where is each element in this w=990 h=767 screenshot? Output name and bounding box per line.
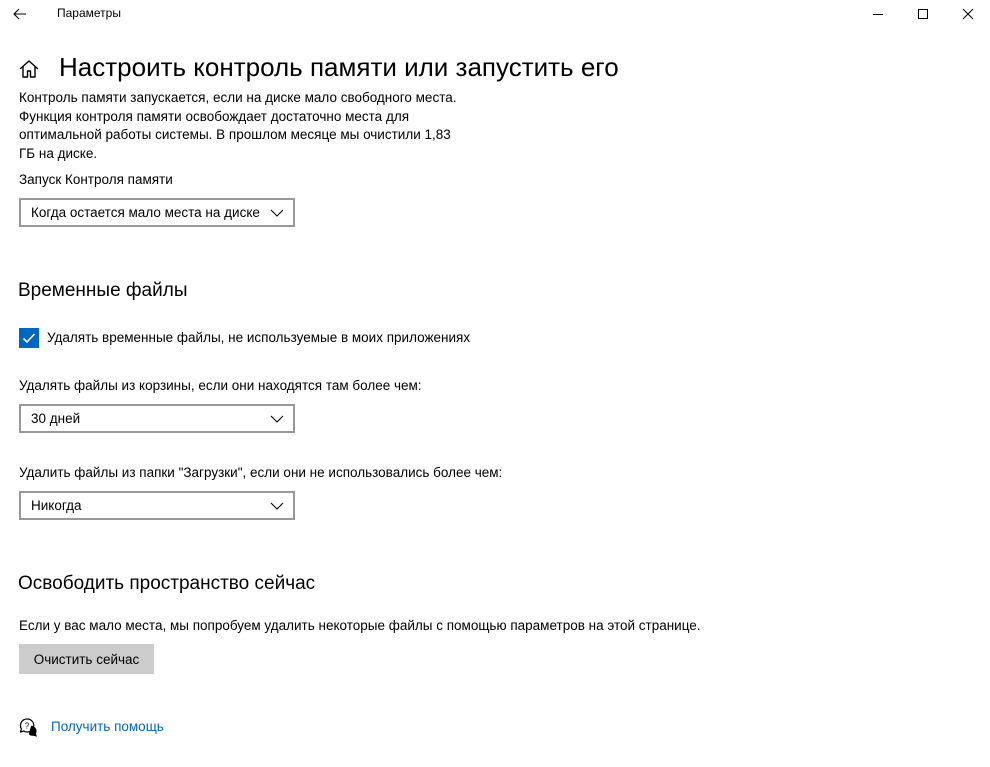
close-icon (962, 8, 974, 20)
description-line: оптимальной работы системы. В прошлом месяце мы очистили 1,83 (19, 127, 451, 143)
back-arrow-icon (13, 8, 27, 20)
run-storage-sense-dropdown[interactable] (19, 198, 295, 227)
free-space-description: Если у вас мало места, мы попробуем удалить некоторые файлы с помощью параметров на этой странице. (19, 618, 701, 633)
maximize-icon (917, 8, 929, 20)
window-title: Параметры (57, 6, 121, 20)
description-line: ГБ на диске. (19, 146, 98, 162)
minimize-icon (872, 8, 884, 20)
back-button[interactable] (0, 0, 40, 28)
get-help-link[interactable]: Получить помощь (51, 719, 164, 734)
recycle-bin-label: Удалять файлы из корзины, если они находятся там более чем: (19, 378, 422, 393)
delete-temp-files-checkbox[interactable] (19, 328, 39, 348)
checkmark-icon (21, 330, 37, 346)
page-title: Настроить контроль памяти или запустить его (59, 52, 619, 82)
dropdown-value: Никогда (31, 498, 82, 513)
home-icon (18, 58, 40, 80)
storage-sense-description (19, 89, 479, 164)
downloads-label: Удалить файлы из папки "Загрузки", если они не использовались более чем: (19, 465, 503, 480)
chevron-down-icon (270, 414, 284, 424)
minimize-button[interactable] (855, 0, 901, 28)
dropdown-value: Когда остается мало места на диске (31, 205, 260, 220)
description-line: Контроль памяти запускается, если на диске мало свободного места. (19, 90, 457, 105)
clean-now-button[interactable]: Очистить сейчас (19, 644, 154, 674)
description-line: Функция контроля памяти освобождает достаточно места для (19, 108, 410, 124)
run-storage-sense-label: Запуск Контроля памяти (19, 172, 173, 187)
help-chat-icon (18, 717, 38, 737)
home-button[interactable] (18, 58, 40, 80)
temp-files-heading: Временные файлы (18, 280, 188, 301)
maximize-button[interactable] (900, 0, 946, 28)
help-icon-wrap (18, 717, 38, 737)
downloads-dropdown[interactable] (19, 491, 295, 520)
chevron-down-icon (270, 501, 284, 511)
recycle-bin-dropdown[interactable] (19, 404, 295, 433)
chevron-down-icon (270, 208, 284, 218)
dropdown-value: 30 дней (31, 411, 81, 426)
free-space-heading: Освободить пространство сейчас (18, 573, 316, 594)
delete-temp-files-label: Удалять временные файлы, не используемые в моих приложениях (47, 330, 471, 345)
close-button[interactable] (945, 0, 990, 28)
svg-text:?: ? (24, 721, 30, 731)
